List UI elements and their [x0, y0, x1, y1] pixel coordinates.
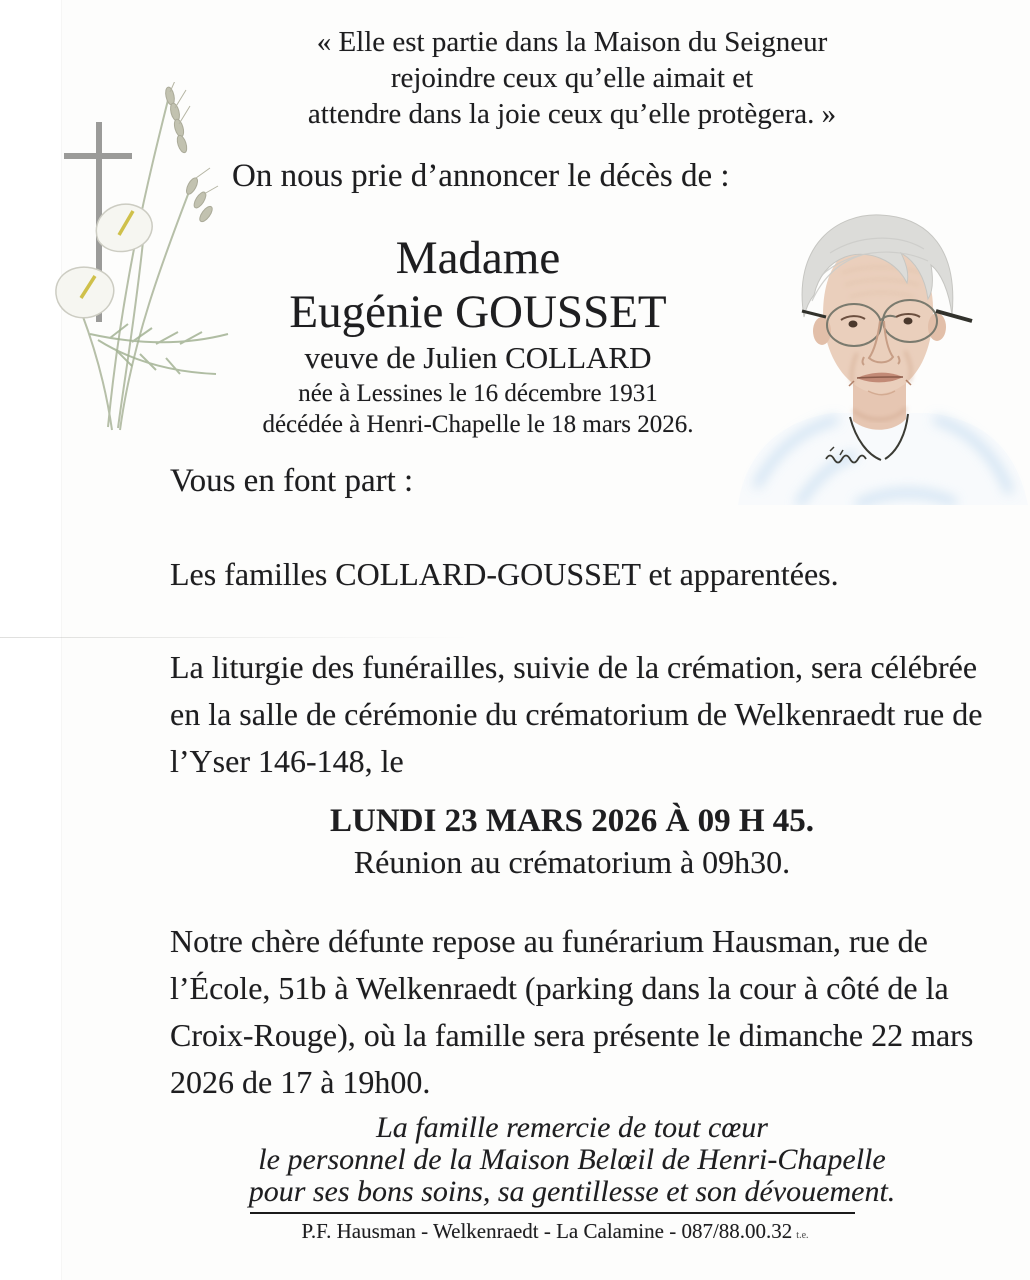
announcement-line: On nous prie d’annoncer le décès de : [232, 158, 730, 194]
notify-intro: Vous en font part : [170, 463, 414, 499]
ceremony-line: La liturgie des funérailles, suivie de la crémation, sera célébrée [170, 649, 978, 685]
families-line: Les familles COLLARD-GOUSSET et apparentées. [170, 556, 839, 592]
quote-line: attendre dans la joie ceux qu’elle protègera. » [307, 98, 837, 130]
ceremony-meeting: Réunion au crématorium à 09h30. [353, 844, 791, 880]
paper-fold-line [0, 637, 470, 638]
deceased-death: décédée à Henri-Chapelle le 18 mars 2026. [262, 411, 694, 438]
ceremony-paragraph [170, 644, 1015, 785]
ceremony-date: LUNDI 23 MARS 2026 À 09 H 45. [329, 803, 814, 839]
thanks-line: le personnel de la Maison Belœil de Henri-Chapelle [258, 1143, 886, 1176]
thanks-paragraph [222, 1112, 922, 1208]
quote-line: « Elle est partie dans la Maison du Seigneur [316, 26, 828, 58]
calla-lily-upper [96, 204, 152, 251]
deceased-relation: veuve de Julien COLLARD [304, 340, 652, 375]
ceremony-line: en la salle de cérémonie du crématorium de Welkenraedt rue de [170, 696, 983, 732]
footer-text: P.F. Hausman - Welkenraedt - La Calamine - 087/88.00.32 [301, 1219, 793, 1243]
repose-line: l’École, 51b à Welkenraedt (parking dans la cour à côté de la [170, 970, 949, 1006]
thanks-line: pour ses bons soins, sa gentillesse et son dévouement. [248, 1175, 896, 1208]
footer-divider [250, 1212, 855, 1214]
quote-line: rejoindre ceux qu’elle aimait et [390, 62, 754, 94]
footer-mark: t.e. [796, 1230, 809, 1241]
opening-quote [222, 24, 922, 132]
repose-line: 2026 de 17 à 19h00. [170, 1064, 431, 1100]
deceased-block [178, 230, 778, 440]
calla-lily-lower [56, 267, 114, 318]
thanks-line: La famille remercie de tout cœur [376, 1111, 768, 1144]
ceremony-line: l’Yser 146-148, le [170, 743, 404, 779]
wheat-ear-top [164, 82, 190, 154]
repose-line: Croix-Rouge), où la famille sera présente le dimanche 22 mars [170, 1017, 974, 1053]
wheat-ear-mid [184, 168, 218, 224]
deceased-birth: née à Lessines le 16 décembre 1931 [298, 380, 658, 407]
portrait-photo [738, 205, 1028, 505]
ceremony-date-block [222, 800, 922, 882]
funeral-home-footer [205, 1219, 905, 1244]
repose-line: Notre chère défunte repose au funérarium Hausman, rue de [170, 923, 928, 959]
repose-paragraph [170, 918, 1015, 1106]
deceased-name: Eugénie GOUSSET [289, 286, 667, 338]
deceased-title: Madame [395, 232, 561, 284]
